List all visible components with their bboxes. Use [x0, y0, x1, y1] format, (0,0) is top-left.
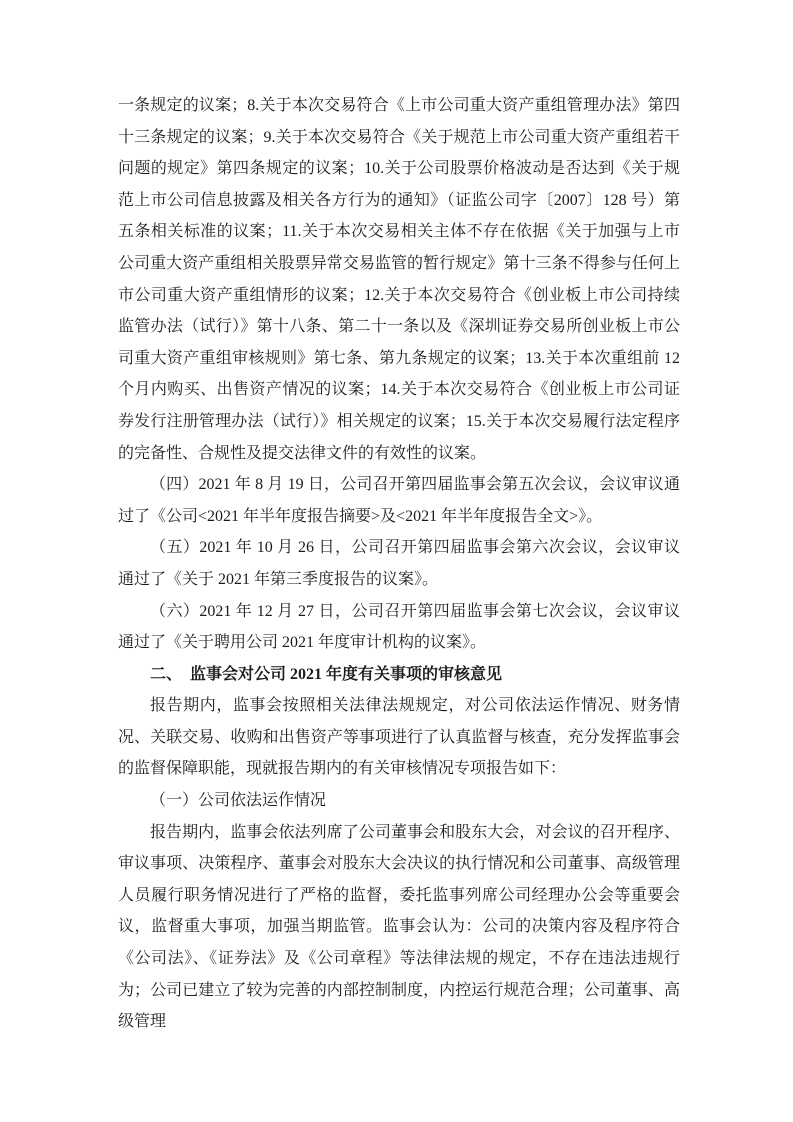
- paragraph-section-intro: 报告期内，监事会按照相关法律法规规定，对公司依法运作情况、财务情况、关联交易、收购和出售资产等事项进行了认真监督与核查，充分发挥监事会的监督保障职能，现就报告期内的有关审核情况专项报告如下：: [118, 697, 680, 778]
- section-heading-review-opinions: 二、 监事会对公司 2021 年度有关事项的审核意见: [150, 665, 503, 683]
- paragraph-meeting-item-6: （六）2021 年 12 月 27 日，公司召开第四届监事会第七次会议，会议审议通过了《关于聘用公司 2021 年度审计机构的议案》。: [118, 602, 680, 652]
- paragraph-lawful-operation-body: 报告期内，监事会依法列席了公司董事会和股东大会，对会议的召开程序、审议事项、决策程序、董事会对股东大会决议的执行情况和公司董事、高级管理人员履行职务情况进行了严格的监督，委托监事列席公司经理办公会等重要会议，监督重大事项，加强当期监管。监事会认为：公司的决策内容及程序符合《公司法》、《证券法》及《公司章程》等法律法规的规定，不存在违法违规行为；公司已建立了较为完善的内部控制制度，内控运行规范合理；公司董事、高级管理: [118, 823, 680, 1031]
- paragraph-meeting-item-4: （四）2021 年 8 月 19 日，公司召开第四届监事会第五次会议，会议审议通过了《公司<2021 年半年度报告摘要>及<2021 年半年度报告全文>》。: [118, 476, 680, 525]
- paragraph-resolutions-continued: 一条规定的议案；8.关于本次交易符合《上市公司重大资产重组管理办法》第四十三条规定的议案；9.关于本次交易符合《关于规范上市公司重大资产重组若干问题的规定》第四条规定的议案；10.关于公司股票价格波动是否达到《关于规范上市公司信息披露及相关各方行为的通知》（证监公司字〔2007〕128 号）第五条相关标准的议案；11.关于本次交易相关主体不存在依据《关于加强与上市公司重大资产重组相关股票异常交易监管的暂行规定》第十三条不得参与任何上市公司重大资产重组情形的议案；12.关于本次交易符合《创业板上市公司持续监管办法（试行）》第十八条、第二十一条以及《深圳证券交易所创业板上市公司重大资产重组审核规则》第七条、第九条规定的议案；13.关于本次重组前 12 个月内购买、出售资产情况的议案；14.关于本次交易符合《创业板上市公司证券发行注册管理办法（试行）》相关规定的议案；15.关于本次交易履行法定程序的完备性、合规性及提交法律文件的有效性的议案。: [118, 97, 680, 462]
- paragraph-meeting-item-5: （五）2021 年 10 月 26 日，公司召开第四届监事会第六次会议，会议审议通过了《关于 2021 年第三季度报告的议案》。: [118, 539, 680, 588]
- document-text-block: [118, 90, 680, 1038]
- subsection-heading-lawful-operation: （一）公司依法运作情况: [150, 792, 327, 810]
